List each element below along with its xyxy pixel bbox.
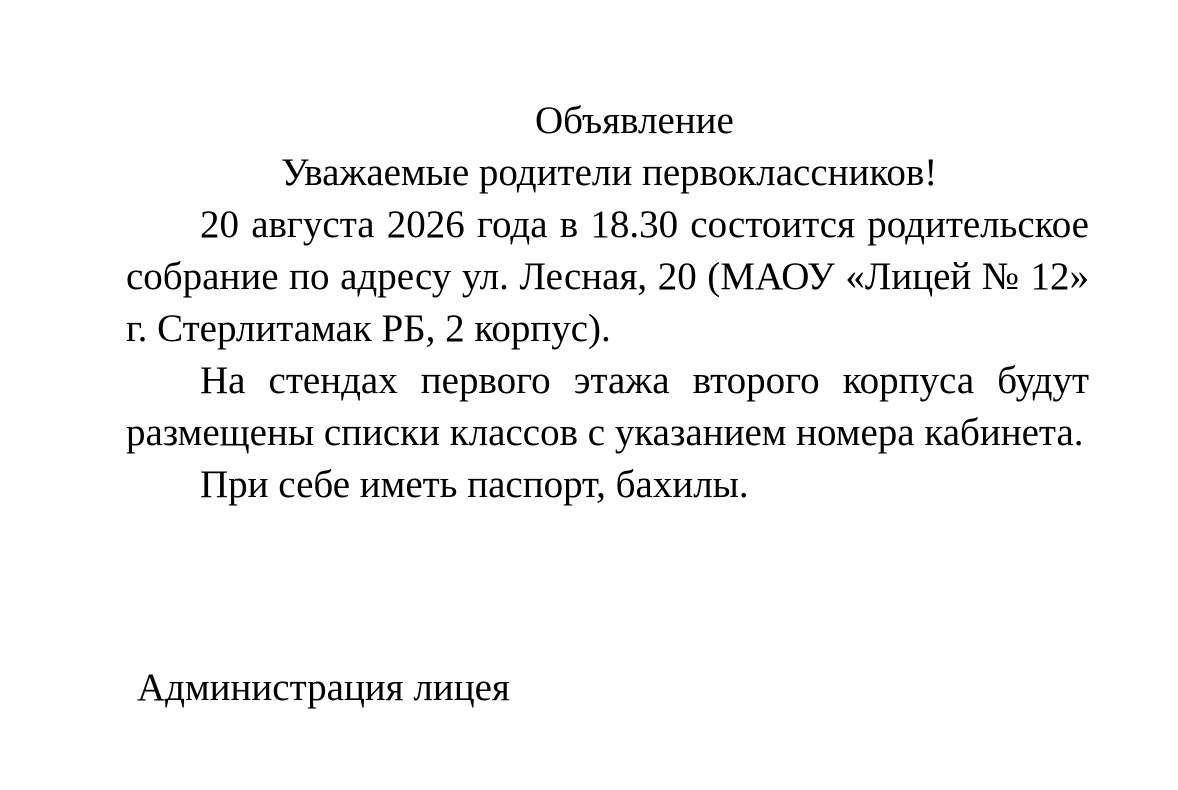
greeting-line: Уважаемые родители первоклассников! [281, 151, 938, 194]
requirements-paragraph: При себе иметь паспорт, бахилы. [200, 463, 749, 506]
meeting-paragraph: 20 августа 2026 года в 18.30 состоится родительское собрание по адресу ул. Лесная, 20 (МАОУ «Лицей № 12» г. Стерлитамак РБ, 2 корпус). [126, 203, 1089, 350]
class-lists-paragraph: На стендах первого этажа второго корпуса будут размещены списки классов с указанием номера кабинета. [126, 359, 1089, 454]
announcement-title: Объявление [535, 99, 734, 142]
signature: Администрация лицея [137, 666, 510, 709]
announcement-body [126, 95, 1089, 511]
